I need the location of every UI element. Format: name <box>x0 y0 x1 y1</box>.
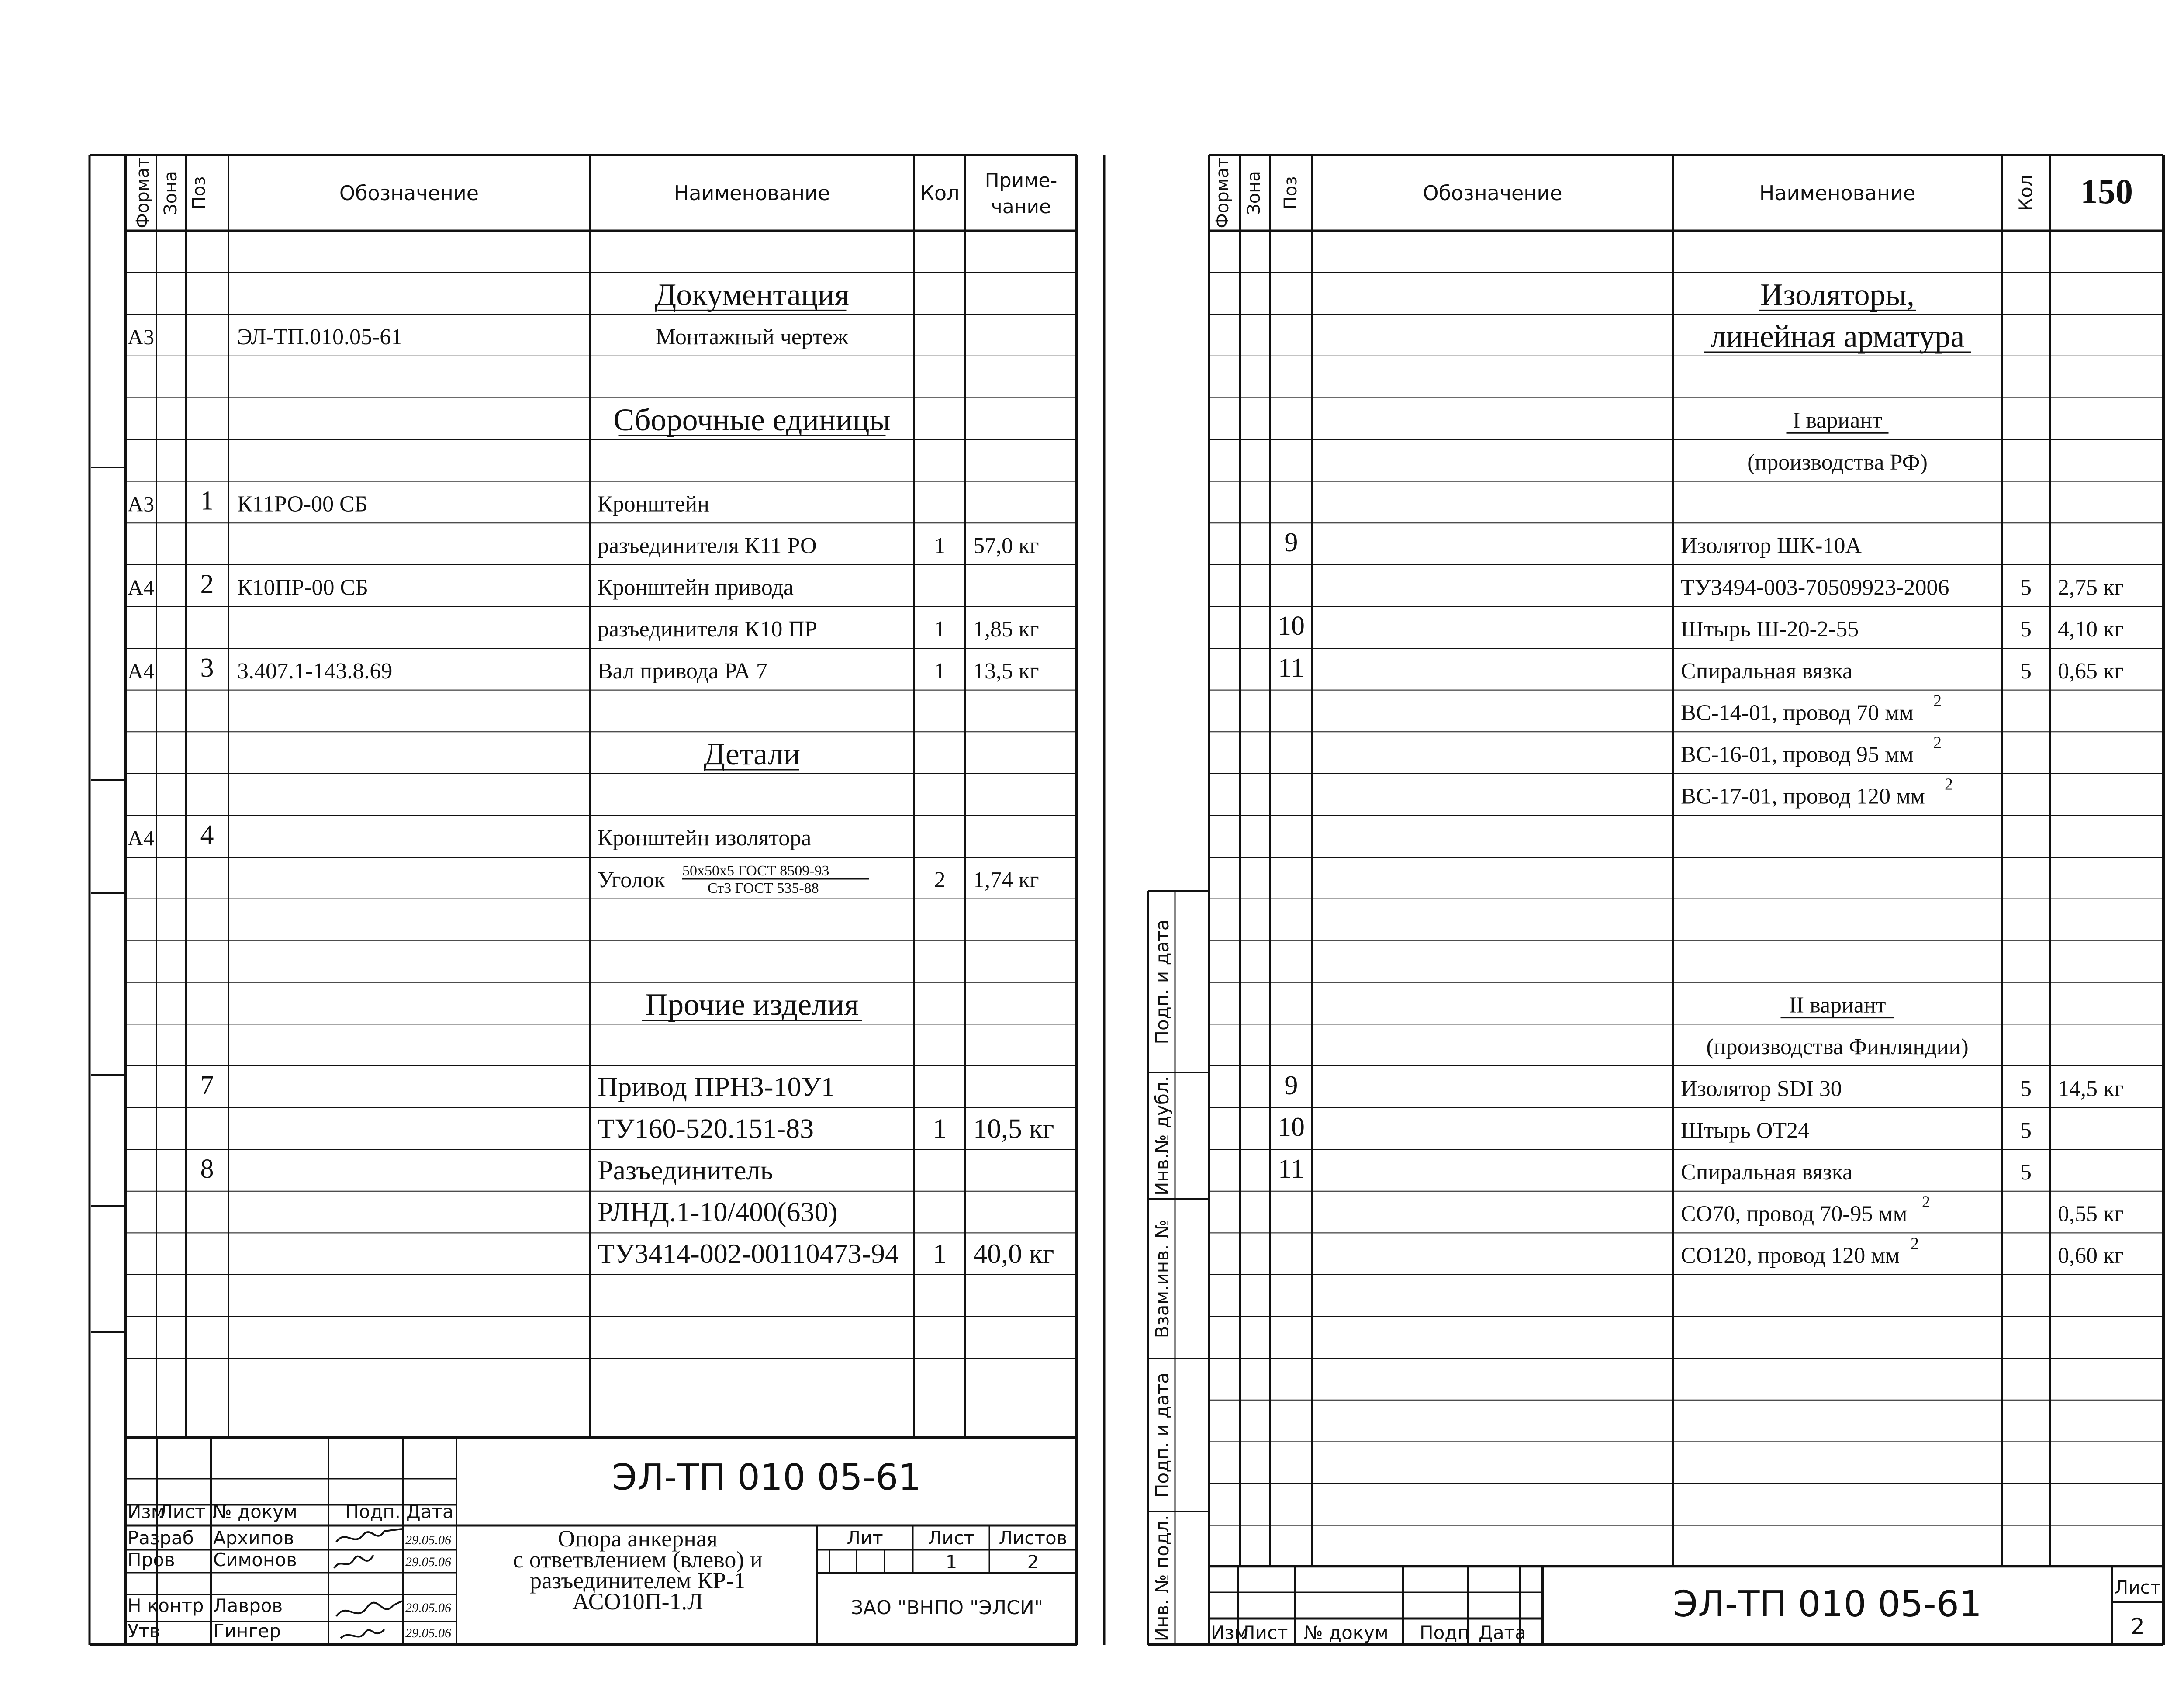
cell-name: Разъединитель <box>598 1155 773 1186</box>
header-pos: Поз <box>189 176 209 210</box>
variant-heading: II вариант <box>1789 993 1886 1018</box>
cell-format: А4 <box>128 575 155 600</box>
header-designation: Обозначение <box>339 181 479 205</box>
cell-designation: 3.407.1-143.8.69 <box>237 658 393 684</box>
cell-qty: 5 <box>2020 1118 2032 1143</box>
cell-pos: 1 <box>200 486 214 516</box>
stamp-lit-label: Лит <box>847 1527 883 1549</box>
cell-note: 0,65 кг <box>2058 658 2124 684</box>
header-designation: Обозначение <box>1423 181 1562 205</box>
section-heading: линейная арматура <box>1710 319 1965 354</box>
cell-pos: 9 <box>1284 1070 1298 1100</box>
header-qty: Кол <box>2015 175 2036 211</box>
stamp-sheet-value: 2 <box>2131 1614 2145 1639</box>
stamp-date: 29.05.06 <box>405 1626 451 1640</box>
stamp-person: Архипов <box>213 1527 294 1549</box>
cell-qty: 5 <box>2020 1076 2032 1101</box>
cell-note: 1,74 кг <box>973 867 1039 892</box>
stamp-person: Симонов <box>213 1549 297 1570</box>
cell-note: 10,5 кг <box>973 1113 1054 1144</box>
cell-name: (производства РФ) <box>1747 450 1928 475</box>
organization: ЗАО "ВНПО "ЭЛСИ" <box>850 1597 1044 1619</box>
header-format: Формат <box>133 157 153 228</box>
cell-qty: 5 <box>2020 575 2032 600</box>
superscript: 2 <box>1922 1193 1930 1211</box>
header-format: Формат <box>1213 157 1233 228</box>
cell-name: Изолятор SDI 30 <box>1681 1076 1842 1101</box>
cell-name: Уголок <box>598 867 665 892</box>
cell-qty: 5 <box>2020 617 2032 642</box>
cell-qty: 1 <box>934 658 946 684</box>
cell-qty: 1 <box>933 1113 947 1144</box>
stamp-sheet-label: Лист <box>2114 1577 2161 1598</box>
doc-code: ЭЛ-ТП 010 05-61 <box>612 1457 921 1498</box>
fraction-denominator: Ст3 ГОСТ 535-88 <box>708 880 819 896</box>
cell-pos: 8 <box>200 1154 214 1184</box>
cell-note: 13,5 кг <box>973 658 1039 684</box>
cell-note: 14,5 кг <box>2058 1076 2124 1101</box>
cell-name: Кронштейн изолятора <box>598 826 812 851</box>
cell-note: 0,55 кг <box>2058 1201 2124 1227</box>
stamp-column-label: Изм <box>1211 1622 1248 1643</box>
cell-pos: 10 <box>1278 611 1305 641</box>
section-heading: Документация <box>655 277 849 312</box>
header-name: Наименование <box>674 181 830 205</box>
drawing-title-line: разъединителем КР-1 <box>530 1567 746 1594</box>
stamp-role: Пров <box>128 1549 175 1570</box>
signature <box>334 1555 373 1568</box>
cell-name: Кронштейн привода <box>598 575 794 600</box>
cell-note: 2,75 кг <box>2058 575 2124 600</box>
stamp-column-label: Подп. <box>345 1501 401 1522</box>
cell-name: Привод ПРНЗ-10У1 <box>598 1071 835 1102</box>
cell-name: (производства Финляндии) <box>1706 1034 1969 1060</box>
cell-name: ВС-16-01, провод 95 мм <box>1681 742 1914 768</box>
cell-designation: К11РО-00 СБ <box>237 491 368 517</box>
stamp-column-label: № докум <box>213 1501 297 1522</box>
side-strip-label: Инв. № подл. <box>1151 1515 1173 1642</box>
drawing-title-line: Опора анкерная <box>558 1525 718 1552</box>
stamp-date: 29.05.06 <box>405 1533 451 1547</box>
stamp-sheet-value: 1 <box>945 1551 957 1573</box>
cell-format: А4 <box>128 826 155 851</box>
drawing-title-line: АСО10П-1.Л <box>572 1588 703 1615</box>
cell-name: СО120, провод 120 мм <box>1681 1243 1900 1269</box>
sheet-number: 150 <box>2080 173 2133 211</box>
cell-qty: 5 <box>2020 658 2032 684</box>
stamp-date: 29.05.06 <box>405 1555 451 1569</box>
cell-format: А4 <box>128 658 155 683</box>
signature <box>341 1629 384 1638</box>
cell-name: РЛНД.1-10/400(630) <box>598 1196 838 1228</box>
cell-pos: 2 <box>200 569 214 599</box>
cell-designation: ЭЛ-ТП.010.05-61 <box>237 325 403 350</box>
header-pos: Поз <box>1281 176 1301 210</box>
cell-format: А3 <box>128 325 155 349</box>
cell-name: Штырь ОТ24 <box>1681 1118 1810 1143</box>
cell-note: 40,0 кг <box>973 1238 1054 1269</box>
header-zone: Зона <box>161 171 181 215</box>
cell-note: 57,0 кг <box>973 533 1039 559</box>
header-qty: Кол <box>920 181 960 205</box>
signature <box>336 1529 402 1542</box>
drawing-title-line: с ответвлением (влево) и <box>513 1546 763 1573</box>
stamp-sheet-label: Лист <box>928 1527 975 1549</box>
stamp-person: Гингер <box>213 1620 281 1642</box>
stamp-column-label: Дата <box>406 1501 454 1522</box>
cell-name: Монтажный чертеж <box>655 325 849 350</box>
cell-pos: 9 <box>1284 528 1298 558</box>
superscript: 2 <box>1933 733 1942 752</box>
cell-pos: 4 <box>200 820 214 850</box>
superscript: 2 <box>1945 775 1953 794</box>
cell-pos: 11 <box>1278 1154 1304 1184</box>
cell-name: ТУ3414-002-00110473-94 <box>598 1238 899 1269</box>
cell-name: ТУ3494-003-70509923-2006 <box>1681 575 1949 600</box>
cell-pos: 3 <box>200 653 214 683</box>
stamp-column-label: Лист <box>1241 1622 1288 1643</box>
signature <box>336 1601 402 1616</box>
side-strip-label: Взам.инв. № <box>1151 1219 1173 1338</box>
cell-name: Кронштейн <box>598 491 710 517</box>
side-strip-label: Подп. и дата <box>1151 1372 1173 1498</box>
cell-pos: 7 <box>200 1070 214 1100</box>
cell-note: 4,10 кг <box>2058 617 2124 642</box>
stamp-role: Разраб <box>128 1527 194 1549</box>
section-heading: Сборочные единицы <box>613 402 891 438</box>
stamp-column-label: Подп <box>1420 1622 1469 1643</box>
cell-name: Вал привода РА 7 <box>598 658 767 684</box>
cell-name: Изолятор ШК-10А <box>1681 533 1862 559</box>
stamp-column-label: № докум <box>1304 1622 1389 1643</box>
cell-qty: 5 <box>2020 1160 2032 1185</box>
superscript: 2 <box>1933 692 1942 710</box>
side-strip-label: Инв.№ дубл. <box>1151 1076 1173 1196</box>
cell-note: 0,60 кг <box>2058 1243 2124 1269</box>
cell-pos: 10 <box>1278 1112 1305 1142</box>
cell-name: Спиральная вязка <box>1681 658 1853 684</box>
fraction-numerator: 50х50х5 ГОСТ 8509-93 <box>682 863 829 879</box>
cell-qty: 1 <box>934 617 946 642</box>
section-heading: Детали <box>703 737 801 772</box>
cell-pos: 11 <box>1278 653 1304 683</box>
stamp-column-label: Дата <box>1479 1622 1526 1643</box>
cell-name: разъединителя К10 ПР <box>598 617 817 642</box>
stamp-role: Н контр <box>128 1595 204 1616</box>
stamp-person: Лавров <box>213 1595 283 1616</box>
section-heading: Изоляторы, <box>1760 277 1915 312</box>
stamp-sheets-value: 2 <box>1027 1551 1039 1573</box>
cell-format: А3 <box>128 491 155 516</box>
cell-name: СО70, провод 70-95 мм <box>1681 1201 1908 1227</box>
side-strip-label: Подп. и дата <box>1151 919 1173 1044</box>
cell-name: Спиральная вязка <box>1681 1160 1853 1185</box>
doc-code: ЭЛ-ТП 010 05-61 <box>1673 1584 1982 1625</box>
stamp-column-label: Лист <box>159 1501 206 1522</box>
cell-name: разъединителя К11 РО <box>598 533 817 559</box>
cell-name: ВС-14-01, провод 70 мм <box>1681 700 1914 726</box>
cell-designation: К10ПР-00 СБ <box>237 575 369 600</box>
header-note-line-2: чание <box>991 196 1051 218</box>
header-note-line-1: Приме- <box>985 169 1057 192</box>
header-name: Наименование <box>1759 181 1916 205</box>
superscript: 2 <box>1911 1235 1919 1253</box>
cell-qty: 1 <box>934 533 946 559</box>
stamp-date: 29.05.06 <box>405 1601 451 1615</box>
cell-qty: 2 <box>934 867 946 892</box>
cell-name: ВС-17-01, провод 120 мм <box>1681 784 1925 809</box>
stamp-sheets-label: Листов <box>999 1527 1068 1549</box>
cell-name: Штырь Ш-20-2-55 <box>1681 617 1859 642</box>
cell-note: 1,85 кг <box>973 617 1039 642</box>
stamp-role: Утв <box>128 1620 160 1642</box>
stamp-column-label: Изм <box>128 1501 165 1522</box>
cell-name: ТУ160-520.151-83 <box>598 1113 814 1144</box>
header-zone: Зона <box>1244 171 1264 215</box>
cell-qty: 1 <box>933 1238 947 1269</box>
section-heading: Прочие изделия <box>645 987 859 1022</box>
variant-heading: I вариант <box>1793 408 1882 433</box>
